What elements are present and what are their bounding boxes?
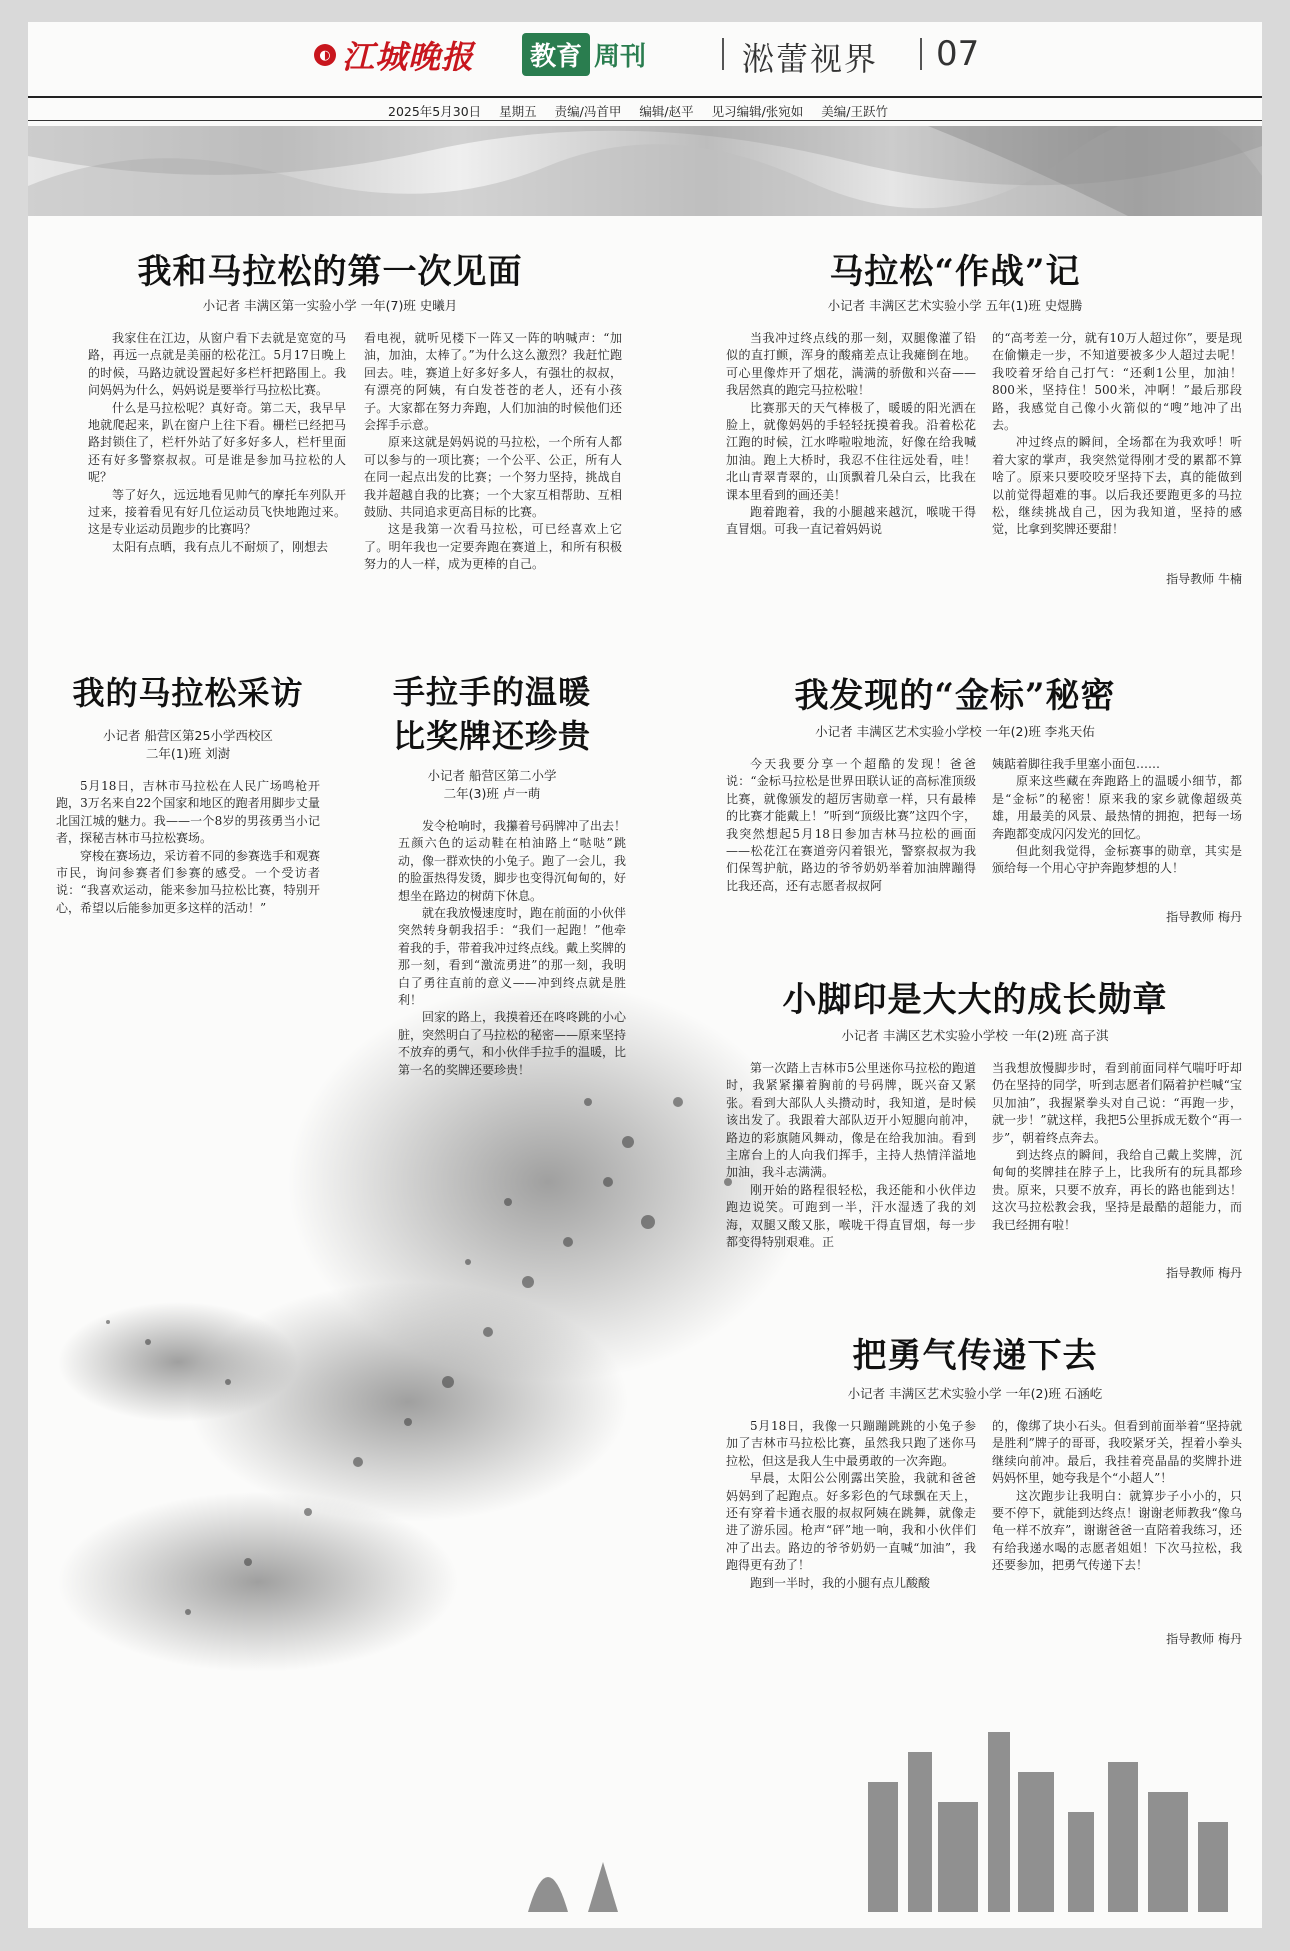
separator <box>722 38 724 70</box>
article-byline: 二年(1)班 刘澍 <box>145 746 231 761</box>
paragraph: 看电视，就听见楼下一阵又一阵的呐喊声：“加油，加油，太棒了。”为什么这么激烈？我赶忙跑回去。哇，赛道上好多好多人，有强壮的叔叔，有漂亮的阿姨，有白发苍苍的老人，还有小孩子。大家都在努力奔跑，人们加油的时候他们还会挥手示意。 <box>364 331 622 433</box>
article-title: 小脚印是大大的成长勋章 <box>782 980 1168 1020</box>
paragraph: 当我冲过终点线的那一刻，双腿像灌了铅似的直打颤，浑身的酸痛差点让我瘫倒在地。可心里像炸开了烟花，满满的骄傲和兴奋——我居然真的跑完马拉松啦！ <box>726 331 976 398</box>
article-byline: 小记者 船营区第25小学西校区 <box>103 728 273 743</box>
title-line: 比奖牌还珍贵 <box>392 717 591 755</box>
paragraph: 太阳有点晒，我有点儿不耐烦了，刚想去 <box>112 539 329 554</box>
date: 2025年5月30日 <box>388 104 482 119</box>
article-title: 我的马拉松采访 <box>72 674 304 712</box>
paragraph: 5月18日，我像一只蹦蹦跳跳的小兔子参加了吉林市马拉松比赛，虽然我只跑了迷你马拉松，但这是我人生中最勇敢的一次奔跑。 <box>726 1419 976 1468</box>
paragraph: 就在我放慢速度时，跑在前面的小伙伴突然转身朝我招手：“我们一起跑！”他牵着我的手，带着我冲过终点线。戴上奖牌的那一刻，看到“激流勇进”的那一刻，我明白了勇往直前的意义——冲到终点就是胜利！ <box>398 906 627 1008</box>
paragraph: 姨踮着脚往我手里塞小面包…… <box>992 757 1161 771</box>
page-number: 07 <box>936 34 980 74</box>
paragraph: 发令枪响时，我攥着号码牌冲了出去！五颜六色的运动鞋在柏油路上“哒哒”跳动，像一群欢快的小兔子。跑了一会儿，我的脸蛋热得发烫，脚步也变得沉甸甸的，好想坐在路边的树荫下休息。 <box>398 819 627 903</box>
article-byline: 小记者 丰满区艺术实验小学 五年(1)班 史煜腾 <box>827 298 1083 313</box>
article-column <box>992 1418 1242 1575</box>
article-byline: 二年(3)班 卢一萌 <box>443 786 541 801</box>
article-column <box>992 1060 1242 1234</box>
paragraph: 穿梭在赛场边，采访着不同的参赛选手和观赛市民，询问参赛者们参赛的感受。一个受访者说：“我喜欢运动，能来参加马拉松比赛，特别开心，希望以后能参加更多这样的活动！” <box>56 848 321 915</box>
article-title: 我发现的“金标”秘密 <box>794 676 1116 716</box>
paragraph: 刚开始的路程很轻松，我还能和小伙伴边跑边说笑。可跑到一半，汗水湿透了我的刘海，双腿又酸又胀，喉咙干得直冒烟，每一步都变得特别艰难。正 <box>726 1182 976 1250</box>
article-column <box>88 330 346 556</box>
intern-editor: 见习编辑/张宛如 <box>711 104 804 119</box>
teacher-credit: 指导教师 牛楠 <box>1166 572 1242 586</box>
art-editor: 美编/王跃竹 <box>821 104 888 119</box>
newspaper-logo[interactable] <box>314 36 474 74</box>
article-byline: 小记者 丰满区第一实验小学 一年(7)班 史曦月 <box>202 298 458 313</box>
teacher-credit: 指导教师 梅丹 <box>1166 910 1242 924</box>
article-title: 马拉松“作战”记 <box>829 252 1081 292</box>
paragraph: 回家的路上，我摸着还在咚咚跳的小心脏，突然明白了马拉松的秘密——原来坚持不放弃的勇气，和小伙伴手拉手的温暖，比第一名的奖牌还要珍贵！ <box>398 1010 627 1077</box>
article-title <box>342 670 642 758</box>
paragraph: 等了好久，远远地看见帅气的摩托车列队开过来，接着看见有好几位运动员飞快地跑过来。这是专业运动员跑步的比赛吗？ <box>88 487 346 537</box>
teacher-credit: 指导教师 梅丹 <box>1166 1632 1242 1646</box>
paragraph: 跑着跑着，我的小腿越来越沉，喉咙干得直冒烟。可我一直记着妈妈说 <box>726 505 976 537</box>
paragraph: 5月18日，吉林市马拉松在人民广场鸣枪开跑，3万名来自22个国家和地区的跑者用脚步丈量北国江城的魅力。我——一个8岁的男孩勇当小记者，探秘吉林市马拉松赛场。 <box>56 779 320 846</box>
ink-banner-image <box>28 126 1262 216</box>
section-name: 淞蕾视界 <box>742 40 879 78</box>
logo-name: 江城晚报 <box>342 38 475 76</box>
paragraph: 到达终点的瞬间，我给自己戴上奖牌，沉甸甸的奖牌挂在脖子上，比我所有的玩具都珍贵。原来，只要不放弃，再长的路也能到达！这次马拉松教会我，坚持是最酷的超能力，而我已经拥有啦！ <box>992 1148 1242 1232</box>
article-byline: 小记者 船营区第二小学 <box>427 768 557 783</box>
paragraph: 当我想放慢脚步时，看到前面同样气喘吁吁却仍在坚持的同学，听到志愿者们隔着护栏喊“宝贝加油”，我握紧拳头对自己说：“再跑一步，就一步！”就这样，我把5公里拆成无数个“再一步”，朝着终点奔去。 <box>992 1061 1242 1145</box>
article-column <box>398 818 626 1079</box>
article-byline: 小记者 丰满区艺术实验小学 一年(2)班 石涵屹 <box>847 1386 1103 1401</box>
weekly-supplement-badge <box>522 32 646 76</box>
newspaper-page <box>28 22 1262 1928</box>
paragraph: 比赛那天的天气棒极了，暖暖的阳光洒在脸上，就像妈妈的手轻轻抚摸着我。沿着松花江跑的时候，江水哗啦啦地流，好像在给我喊加油。跑上大桥时，我忍不住往远处看，哇！北山青翠青翠的，山顶飘着几朵白云，比我在课本里看到的画还美！ <box>726 400 976 502</box>
article-byline: 小记者 丰满区艺术实验小学校 一年(2)班 高子淇 <box>841 1028 1109 1043</box>
paragraph: 什么是马拉松呢？真好奇。第二天，我早早地就爬起来，趴在窗户上往下看。栅栏已经把马路封锁住了，栏杆外站了好多好多人，栏杆里面还有好多警察叔叔。可是谁是参加马拉松的人呢？ <box>88 400 346 485</box>
paragraph: 冲过终点的瞬间，全场都在为我欢呼！听着大家的掌声，我突然觉得刚才受的累都不算啥了。原来只要咬咬牙坚持下去，真的能做到以前觉得超难的事。以后我还要跑更多的马拉松，继续挑战自己，因为我知道，坚持的感觉，比拿到奖牌还要甜！ <box>992 435 1242 537</box>
article-column <box>992 756 1242 878</box>
logo-mark-icon: ◐ <box>314 44 336 66</box>
weekday: 星期五 <box>499 104 537 119</box>
masthead <box>28 22 1262 92</box>
paragraph: 但此刻我觉得，金标赛事的勋章，其实是颁给每一个用心守护奔跑梦想的人！ <box>992 844 1242 876</box>
article-byline: 小记者 丰满区艺术实验小学校 一年(2)班 李兆天佑 <box>815 724 1095 739</box>
edu-badge-tail: 周刊 <box>594 41 647 72</box>
paragraph: 第一次踏上吉林市5公里迷你马拉松的跑道时，我紧紧攥着胸前的号码牌，既兴奋又紧张。看到大部队人头攒动时，我知道，是时候该出发了。我跟着大部队迈开小短腿向前冲，路边的彩旗随风舞动，像是在给我加油。看到主席台上的人向我们挥手，主持人热情洋溢地加油，我斗志满满。 <box>726 1061 976 1180</box>
article-column <box>726 756 976 895</box>
copy-editor: 编辑/赵平 <box>639 104 694 119</box>
paragraph: 早晨，太阳公公刚露出笑脸，我就和爸爸妈妈到了起跑点。好多彩色的气球飘在天上，还有穿着卡通衣服的叔叔阿姨在跳舞，就像走进了游乐园。枪声“砰”地一响，我和小伙伴们冲了出去。路边的爷爷奶奶一直喊“加油”，我跑得更有劲了！ <box>726 1471 976 1573</box>
paragraph: 这是我第一次看马拉松，可已经喜欢上它了。明年我也一定要奔跑在赛道上，和所有积极努力的人一样，成为更棒的自己。 <box>364 522 622 572</box>
article-title: 把勇气传递下去 <box>852 1336 1098 1376</box>
paragraph: 这次跑步让我明白：就算步子小小的，只要不停下，就能到达终点！谢谢老师教我“像乌龟一样不放弃”，谢谢爸爸一直陪着我练习，还有给我递水喝的志愿者姐姐！下次马拉松，我还要参加，把勇气传递下去！ <box>992 1488 1242 1573</box>
paragraph: 今天我要分享一个超酷的发现！爸爸说：“金标马拉松是世界田联认证的高标准顶级比赛，就像颁发的超厉害勋章一样，只有最棒的比赛才能戴上！”听到“顶级比赛”这四个字，我突然想起5月18日参加吉林马拉松的画面——松花江在赛道旁闪着银光，警察叔叔为我们保驾护航，路边的爷爷奶奶举着加油牌蹦得比我还高，还有志愿者叔叔阿 <box>726 757 976 893</box>
paragraph: 的“高考差一分，就有10万人超过你”，要是现在偷懒走一步，不知道要被多少人超过去呢！我咬着牙给自己打气：“还剩1公里，加油！800米，坚持住！500米，冲啊！”最后那段路，我感觉自己像小火箭似的“嗖”地冲了出去。 <box>992 331 1242 433</box>
article-column <box>726 1418 976 1592</box>
paragraph: 跑到一半时，我的小腿有点儿酸酸 <box>750 1575 931 1590</box>
article-column <box>56 778 320 917</box>
separator <box>920 38 922 70</box>
teacher-credit: 指导教师 梅丹 <box>1166 1266 1242 1280</box>
article-column <box>364 330 622 574</box>
paragraph: 原来这些藏在奔跑路上的温暖小细节，都是“金标”的秘密！原来我的家乡就像超级英雄，用最美的风景、最热情的拥抱，把每一场奔跑都变成闪闪发光的回忆。 <box>992 774 1242 841</box>
ink-wash-art <box>28 126 1262 216</box>
article-column <box>992 330 1242 539</box>
paragraph: 我家住在江边，从窗户看下去就是宽宽的马路，再远一点就是美丽的松花江。5月17日晚上的时候，马路边就设置起好多栏杆把路围上。我问妈妈为什么，妈妈说是要举行马拉松比赛。 <box>88 331 346 398</box>
article-column <box>726 1060 976 1251</box>
paragraph: 原来这就是妈妈说的马拉松，一个所有人都可以参与的一项比赛；一个公平、公正，所有人在同一起点出发的比赛；一个努力坚持，挑战自我并超越自我的比赛；一个大家互相帮助、互相鼓励、共同追求更高目标的比赛。 <box>364 435 622 520</box>
editor: 责编/冯首甲 <box>554 104 622 119</box>
article-column <box>726 330 976 539</box>
paragraph: 的，像绑了块小石头。但看到前面举着“坚持就是胜利”牌子的哥哥，我咬紧牙关，捏着小拳头继续向前冲。最后，我挂着亮晶晶的奖牌扑进妈妈怀里，她夸我是个“小超人”！ <box>992 1419 1242 1486</box>
article-title: 我和马拉松的第一次见面 <box>137 252 523 292</box>
header-rule <box>28 96 1262 98</box>
info-rule <box>28 120 1262 121</box>
edu-badge-box: 教育 <box>522 33 590 76</box>
info-line <box>28 102 1262 120</box>
title-line: 手拉手的温暖 <box>392 673 591 711</box>
